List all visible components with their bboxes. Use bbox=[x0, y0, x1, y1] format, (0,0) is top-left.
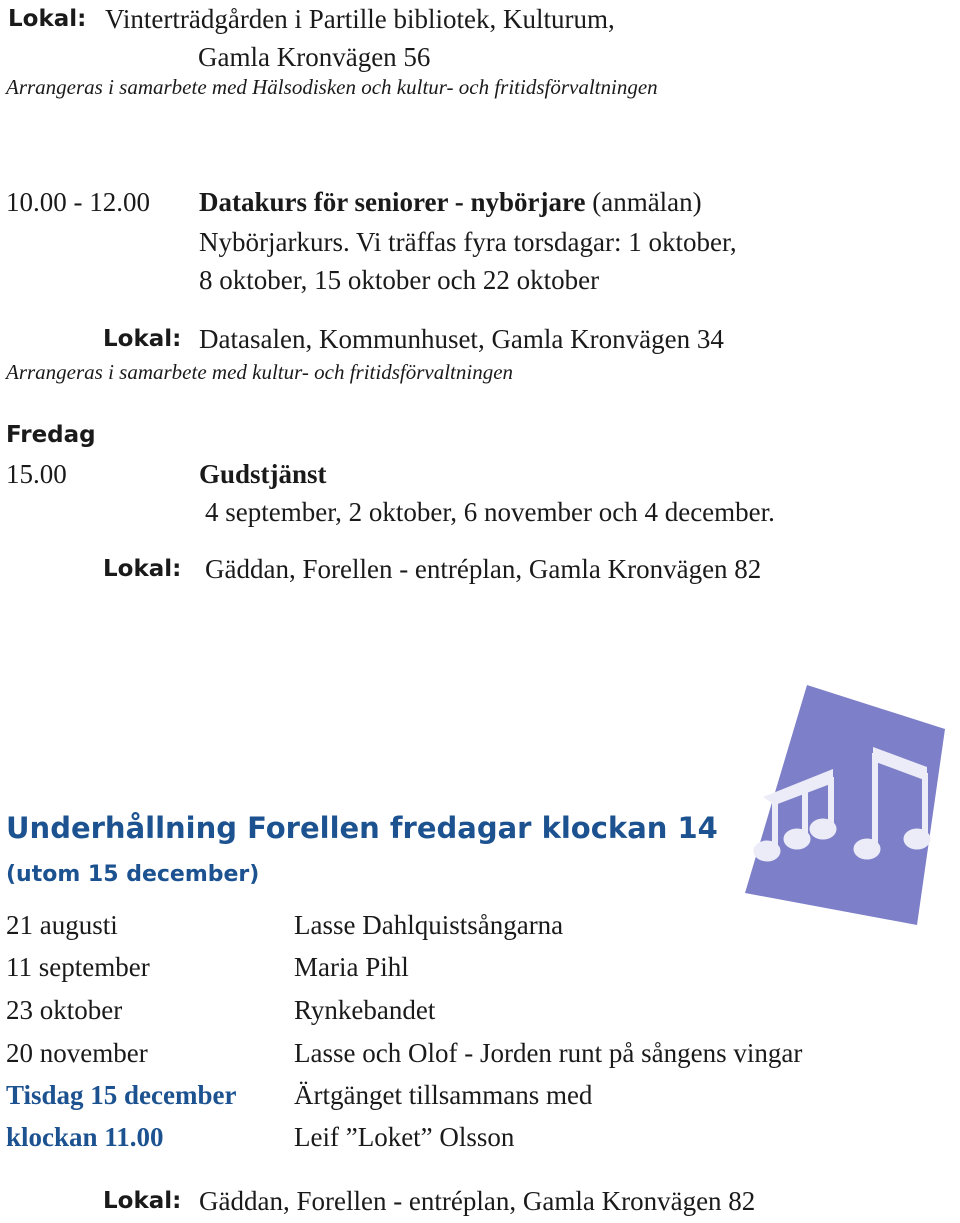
event-desc: Nybörjarkurs. Vi träffas fyra torsdagar: 1 oktober, bbox=[199, 227, 737, 257]
event-time: 15.00 bbox=[6, 459, 67, 489]
schedule-date: 21 augusti bbox=[6, 910, 118, 940]
event-title: Datakurs för seniorer - nybörjare bbox=[199, 187, 586, 217]
event-time: 10.00 - 12.00 bbox=[6, 187, 150, 217]
event-title: Gudstjänst bbox=[199, 459, 327, 489]
lokal-text: Vinterträdgården i Partille bibliotek, Kulturum, bbox=[105, 4, 615, 34]
section-heading: Underhållning Forellen fredagar klockan 14 bbox=[6, 811, 718, 845]
schedule-act: Leif ”Loket” Olsson bbox=[294, 1122, 515, 1152]
event-title-line bbox=[199, 189, 702, 216]
arranged-note: Arrangeras i samarbete med Hälsodisken och kultur- och fritidsförvaltningen bbox=[6, 75, 658, 99]
schedule-date: Tisdag 15 december bbox=[6, 1080, 237, 1110]
section-subheading: (utom 15 december) bbox=[6, 862, 260, 887]
lokal-text: Gäddan, Forellen - entréplan, Gamla Kronvägen 82 bbox=[205, 554, 762, 584]
event-note: (anmälan) bbox=[592, 187, 702, 217]
lokal-label: Lokal: bbox=[103, 1188, 182, 1214]
schedule-date: klockan 11.00 bbox=[6, 1122, 164, 1152]
schedule-act: Maria Pihl bbox=[294, 952, 409, 982]
day-heading: Fredag bbox=[6, 422, 96, 448]
schedule-act: Ärtgänget tillsammans med bbox=[294, 1080, 593, 1110]
music-notes-icon bbox=[745, 685, 950, 925]
lokal-text: Gäddan, Forellen - entréplan, Gamla Kronvägen 82 bbox=[199, 1186, 756, 1216]
schedule-date: 23 oktober bbox=[6, 995, 123, 1025]
schedule-act: Lasse och Olof - Jorden runt på sångens vingar bbox=[294, 1038, 803, 1068]
event-desc-line2: 8 oktober, 15 oktober och 22 oktober bbox=[199, 265, 600, 295]
arranged-note: Arrangeras i samarbete med kultur- och fritidsförvaltningen bbox=[6, 360, 514, 384]
event-dates: 4 september, 2 oktober, 6 november och 4 december. bbox=[205, 497, 775, 527]
lokal-text-line2: Gamla Kronvägen 56 bbox=[198, 42, 431, 72]
schedule-date: 20 november bbox=[6, 1038, 148, 1068]
schedule-act: Rynkebandet bbox=[294, 995, 436, 1025]
lokal-text: Datasalen, Kommunhuset, Gamla Kronvägen 34 bbox=[199, 324, 724, 354]
schedule-act: Lasse Dahlquistsångarna bbox=[294, 910, 564, 940]
lokal-label: Lokal: bbox=[8, 6, 87, 32]
lokal-label: Lokal: bbox=[103, 326, 182, 352]
schedule-date: 11 september bbox=[6, 952, 150, 982]
lokal-label: Lokal: bbox=[103, 556, 182, 582]
